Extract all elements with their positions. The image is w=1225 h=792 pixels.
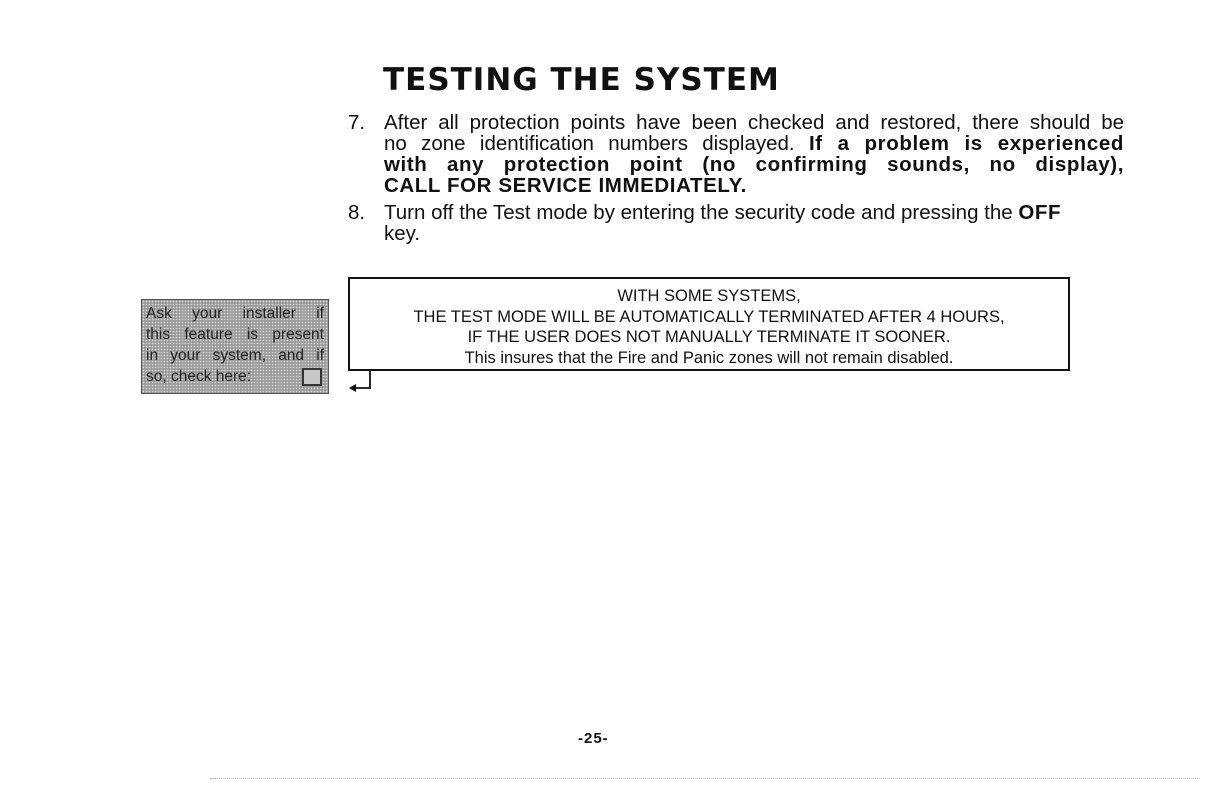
notice-box [348, 277, 1070, 371]
warning-line: CALL FOR SERVICE IMMEDIATELY. [384, 174, 747, 197]
side-note-line: so, check here: [146, 368, 252, 385]
step-number: 8. [348, 201, 366, 224]
step-line [384, 202, 1124, 223]
step-7 [348, 112, 1138, 202]
step-line-text: no zone identification numbers displayed. [384, 132, 795, 155]
step-body [384, 202, 1124, 244]
notice-line: This insures that the Fire and Panic zones will not remain disabled. [464, 348, 954, 367]
side-note-line: Ask your installer if [146, 305, 324, 322]
notice-line: WITH SOME SYSTEMS, [617, 287, 801, 305]
warning-line: with any protection point (no confirming sounds, no display), [384, 153, 1124, 176]
step-body [384, 112, 1124, 196]
notice-line: IF THE USER DOES NOT MANUALLY TERMINATE IT SOONER. [467, 328, 951, 346]
step-line-with-bold [384, 133, 1124, 154]
notice-line: THE TEST MODE WILL BE AUTOMATICALLY TERMINATED AFTER 4 HOURS, [413, 307, 1005, 326]
footer-divider [210, 778, 1200, 779]
warning-text: If a problem is experienced [808, 132, 1124, 155]
step-8 [348, 202, 1138, 248]
side-note-line: this feature is present [146, 326, 324, 343]
pointer-arrow-icon [346, 368, 376, 396]
off-key-label: OFF [1018, 201, 1062, 224]
page-number: -25- [578, 730, 609, 747]
installer-side-note [141, 299, 329, 394]
feature-checkbox[interactable] [302, 368, 322, 386]
side-note-line: in your system, and if [146, 347, 324, 364]
step-text: Turn off the Test mode by entering the security code and pressing the [384, 201, 1013, 224]
page-title: TESTING THE SYSTEM [383, 62, 780, 98]
step-line: key. [384, 222, 421, 245]
step-number: 7. [348, 111, 366, 134]
step-line: After all protection points have been checked and restored, there should be [384, 111, 1124, 134]
